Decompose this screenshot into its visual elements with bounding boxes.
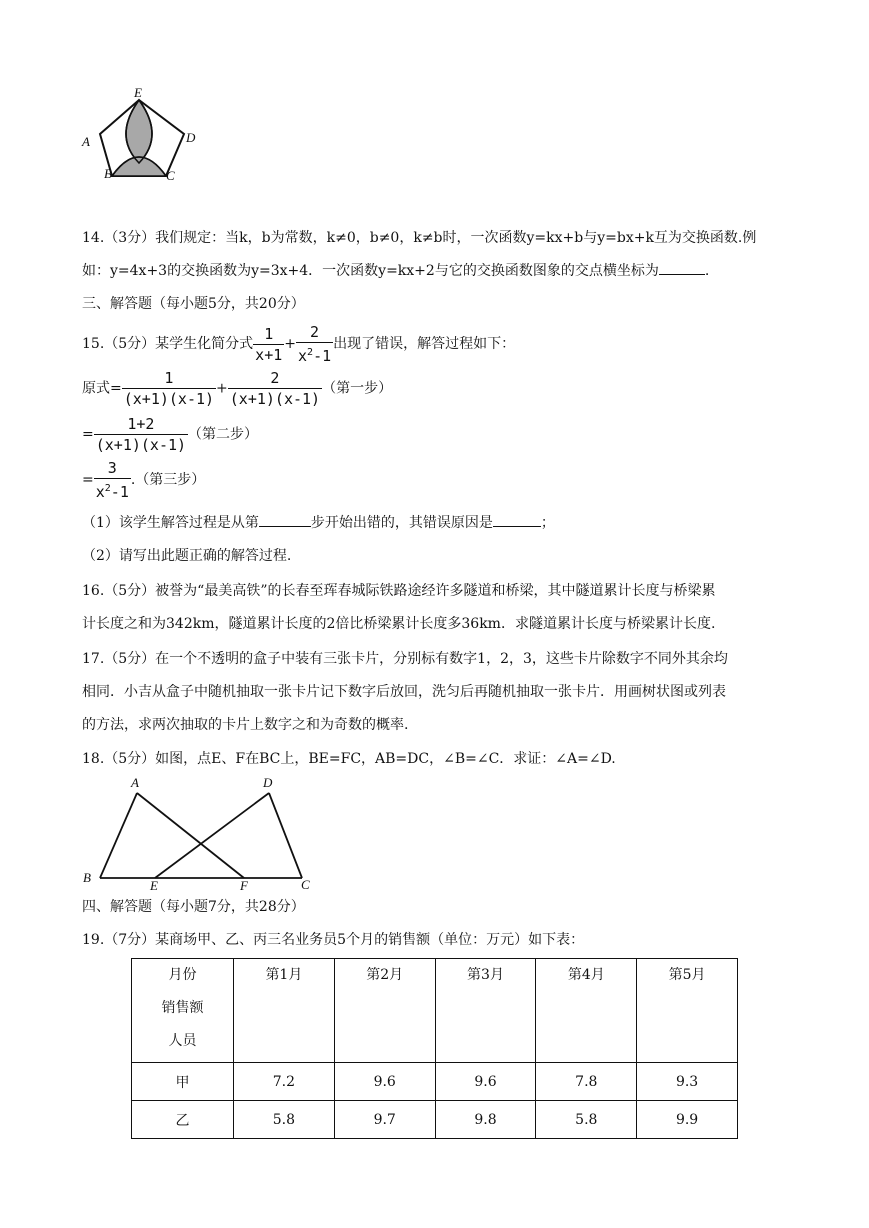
pentagon-figure <box>78 84 208 186</box>
row-value-cell: 9.6 <box>334 1063 435 1101</box>
triangle-figure <box>80 772 320 894</box>
section-4-heading: 四、解答题（每小题7分，共28分） <box>82 899 305 915</box>
row-value-cell: 9.8 <box>435 1101 536 1139</box>
header-month-label: 月份 <box>168 967 197 983</box>
q15-step1-f1-num: 1 <box>122 368 216 389</box>
point-label-b: B <box>83 870 91 885</box>
header-month-4-text: 第4月 <box>567 967 605 983</box>
q18-line1: 18.（5分）如图，点E、F在BC上，BE=FC，AB=DC，∠B=∠C．求证：∠A=∠D. <box>82 751 616 767</box>
q15-step1-f1-den: (x+1)(x-1) <box>123 390 215 408</box>
q14-line2-end: . <box>704 263 710 279</box>
q15-intro-tail: 出现了错误，解答过程如下： <box>333 336 516 352</box>
header-month-3 <box>435 959 536 1063</box>
q15-sub1-blank-2 <box>493 512 541 527</box>
row-value-cell: 9.9 <box>637 1101 738 1139</box>
q15-fraction-2-den-exp: 2 <box>307 347 314 358</box>
q15-sub1-blank-1 <box>259 512 311 527</box>
row-name-cell: 甲 <box>132 1063 234 1101</box>
row-value-cell: 9.3 <box>637 1063 738 1101</box>
table-row <box>132 1101 738 1139</box>
point-label-a: A <box>131 775 139 790</box>
header-sales-label: 销售额 <box>161 1000 204 1016</box>
header-month-1 <box>234 959 335 1063</box>
q14-line2-text: 如：y=4x+3的交换函数为y=3x+4．一次函数y=kx+2与它的交换函数图象的交点横坐标为 <box>82 263 659 279</box>
point-label-f: F <box>240 878 248 893</box>
q14-answer-blank <box>659 260 705 275</box>
sales-table <box>131 958 738 1139</box>
q15-step1 <box>82 368 392 409</box>
table-header-row <box>132 959 738 1063</box>
q15-intro <box>82 322 515 366</box>
q15-fraction-2 <box>296 322 333 366</box>
q15-sub1-end: ； <box>540 515 555 531</box>
q15-sub2: （2）请写出此题正确的解答过程. <box>82 548 292 564</box>
q16-line1: 16.（5分）被誉为“最美高铁”的长春至珲春城际铁路途经许多隧道和桥梁，其中隧道累计长度与桥梁累 <box>82 583 716 599</box>
q15-fraction-2-den-tail: -1 <box>313 347 332 365</box>
header-month-4 <box>536 959 637 1063</box>
q15-step1-plus: + <box>216 380 228 397</box>
q15-step1-f2-num: 2 <box>228 368 322 389</box>
q15-step2-num: 1+2 <box>94 414 188 435</box>
table-row <box>132 1063 738 1101</box>
header-month-5 <box>637 959 738 1063</box>
header-person-label: 人员 <box>168 1033 197 1049</box>
q15-plus: + <box>284 336 296 352</box>
q15-step2 <box>82 414 258 455</box>
q15-step3-note: .（第三步） <box>130 472 206 488</box>
q15-step2-note: （第二步） <box>188 426 259 443</box>
q17-line1: 17.（5分）在一个不透明的盒子中装有三张卡片，分别标有数字1，2，3，这些卡片除数字不同外其余均 <box>82 651 728 667</box>
q15-intro-text: 15.（5分）某学生化简分式 <box>82 336 254 352</box>
header-month-2-text: 第2月 <box>366 967 404 983</box>
q15-step3-den <box>94 479 131 502</box>
q15-fraction-1-num: 1 <box>253 324 284 345</box>
q15-fraction-2-den-base: x <box>298 347 308 365</box>
q15-step2-den: (x+1)(x-1) <box>95 436 187 454</box>
q15-sub1-mid: 步开始出错的，其错误原因是 <box>310 515 493 531</box>
q15-step1-fraction-2 <box>228 368 322 409</box>
q15-fraction-2-num: 2 <box>296 322 333 343</box>
q19-line1: 19.（7分）某商场甲、乙、丙三名业务员5个月的销售额（单位：万元）如下表： <box>82 932 585 948</box>
q15-fraction-1 <box>253 324 284 365</box>
q15-sub1 <box>82 512 555 533</box>
header-month-3-text: 第3月 <box>467 967 504 983</box>
q15-step3-den-base: x <box>95 483 105 501</box>
header-month-2 <box>334 959 435 1063</box>
point-label-d: D <box>263 775 273 790</box>
row-name-cell: 乙 <box>132 1101 234 1139</box>
vertex-label-c: C <box>166 168 175 183</box>
header-month-5-text: 第5月 <box>668 967 706 983</box>
q15-step1-fraction-1 <box>122 368 216 409</box>
point-label-c: C <box>301 877 310 892</box>
q15-fraction-2-den <box>296 343 333 366</box>
section-3-heading: 三、解答题（每小题5分，共20分） <box>82 296 305 312</box>
vertex-label-a: A <box>82 134 90 149</box>
row-value-cell: 7.2 <box>234 1063 335 1101</box>
q15-step3 <box>82 458 205 502</box>
vertex-label-b: B <box>104 166 112 181</box>
q16-line2: 计长度之和为342km，隧道累计长度的2倍比桥梁累计长度多36km．求隧道累计长度与桥梁累计长度. <box>82 616 716 632</box>
header-month-1-text: 第1月 <box>265 967 303 983</box>
row-value-cell: 5.8 <box>536 1101 637 1139</box>
q15-step3-fraction <box>94 458 131 502</box>
q15-step2-lead: = <box>82 426 94 443</box>
row-value-cell: 9.6 <box>435 1063 536 1101</box>
q15-step1-f2-den: (x+1)(x-1) <box>229 390 321 408</box>
row-value-cell: 9.7 <box>334 1101 435 1139</box>
row-value-cell: 5.8 <box>234 1101 335 1139</box>
vertex-label-e: E <box>134 85 142 100</box>
q14-line2 <box>82 260 709 281</box>
point-label-e: E <box>150 878 158 893</box>
q15-step3-lead: = <box>82 472 94 488</box>
q17-line2: 相同．小吉从盒子中随机抽取一张卡片记下数字后放回，洗匀后再随机抽取一张卡片．用画树状图或列表 <box>82 684 726 700</box>
q15-step3-num: 3 <box>94 458 131 479</box>
q15-step3-den-exp: 2 <box>104 483 111 494</box>
q15-fraction-1-den: x+1 <box>255 345 283 364</box>
q17-line3: 的方法，求两次抽取的卡片上数字之和为奇数的概率. <box>82 717 409 733</box>
q15-step3-den-tail: -1 <box>110 483 129 501</box>
q15-step1-note: （第一步） <box>322 380 393 397</box>
vertex-label-d: D <box>186 130 196 145</box>
q15-sub1-text: （1）该学生解答过程是从第 <box>82 515 259 531</box>
row-value-cell: 7.8 <box>536 1063 637 1101</box>
q14-line1: 14.（3分）我们规定：当k，b为常数，k≠0，b≠0，k≠b时，一次函数y=kx+b与y=bx+k互为交换函数.例 <box>82 230 757 246</box>
q15-step2-fraction <box>94 414 188 455</box>
q15-step1-lead: 原式= <box>82 380 122 397</box>
table-header-corner <box>132 959 234 1063</box>
